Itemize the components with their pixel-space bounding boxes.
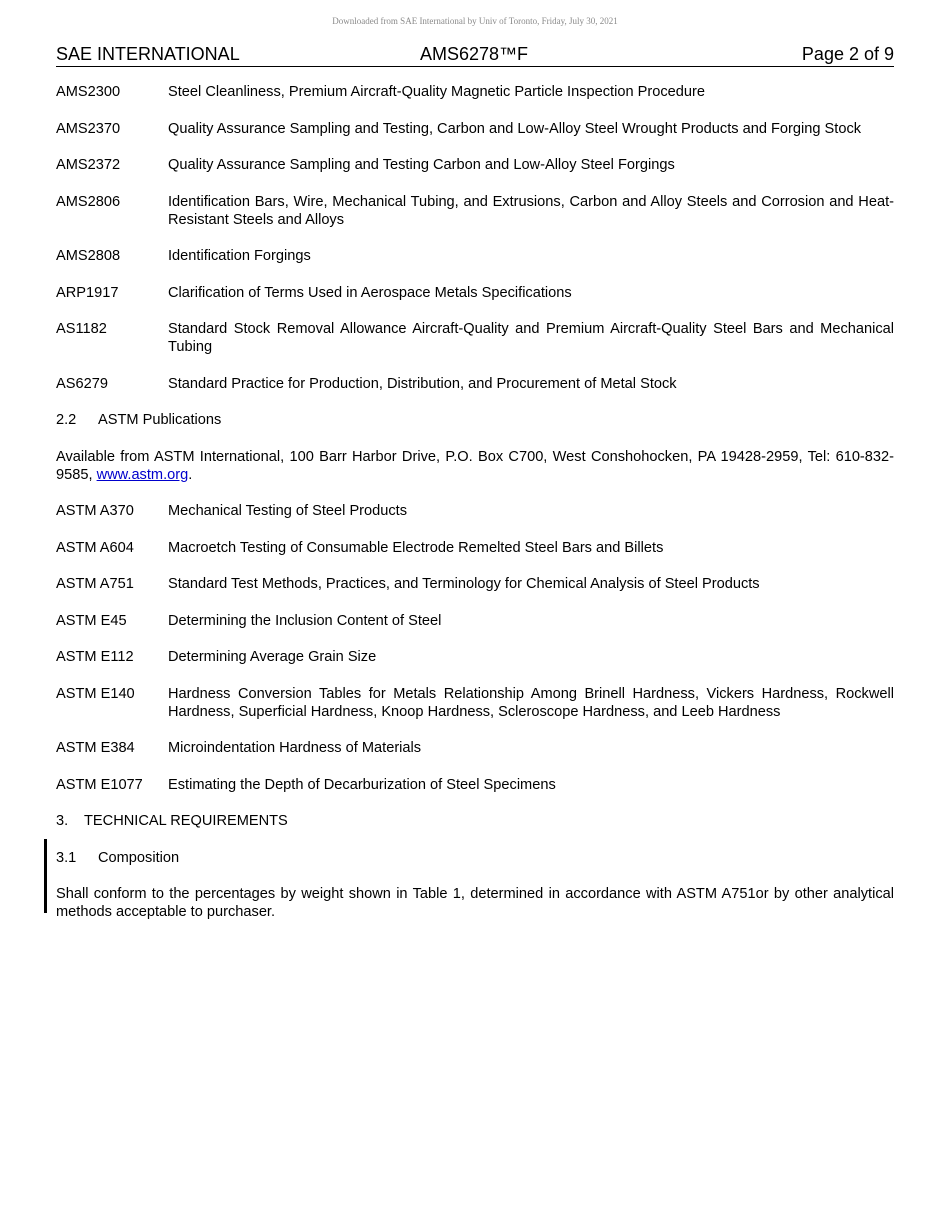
reference-code: ASTM E140 [56,685,135,702]
astm-availability-paragraph [56,448,894,484]
reference-title: Determining the Inclusion Content of Steel [168,612,442,629]
reference-item [56,648,894,666]
section-number: 2.2 [56,412,77,428]
section-title: TECHNICAL REQUIREMENTS [84,813,288,829]
reference-code: ASTM E45 [56,612,127,629]
reference-title: Hardness Conversion Tables for Metals Relationship Among Brinell Hardness, Vickers Hardness, Rockwell Hardness, Superficial Hardness, Knoop Hardness, Scleroscope Hardness, and Leeb Hardness [168,685,894,720]
reference-code: ARP1917 [56,284,119,301]
reference-title: Quality Assurance Sampling and Testing, Carbon and Low-Alloy Steel Wrought Products and Forging Stock [168,120,862,137]
reference-item [56,739,894,757]
availability-text: Available from ASTM International, 100 Barr Harbor Drive, P.O. Box C700, West Conshohocken, PA 19428-2959, Tel: 610-832-9585, [56,448,894,483]
reference-item [56,539,894,557]
revision-change-bar [44,839,47,914]
reference-item [56,247,894,265]
reference-title: Macroetch Testing of Consumable Electrode Remelted Steel Bars and Billets [168,539,664,556]
reference-code: AS6279 [56,375,108,392]
page-content [56,83,894,940]
section-number: 3. [56,813,69,829]
reference-code: ASTM E384 [56,740,135,756]
reference-title: Standard Test Methods, Practices, and Terminology for Chemical Analysis of Steel Products [168,576,760,592]
reference-title: Estimating the Depth of Decarburization of Steel Specimens [168,776,556,793]
header-document-number: AMS6278™F [420,44,529,64]
reference-code: AS1182 [56,321,107,337]
technical-requirements-heading [56,812,894,830]
reference-title: Standard Stock Removal Allowance Aircraft-Quality and Premium Aircraft-Quality Steel Bars and Mechanical Tubing [168,321,894,355]
reference-title: Microindentation Hardness of Materials [168,740,422,756]
reference-item [56,193,894,229]
reference-code: ASTM A370 [56,503,134,519]
page-header [56,44,894,67]
reference-title: Mechanical Testing of Steel Products [168,503,408,519]
reference-item [56,120,894,138]
reference-code: AMS2806 [56,193,121,210]
reference-code: AMS2370 [56,120,121,137]
reference-item [56,156,894,174]
section-title: Composition [98,849,180,866]
astm-section-heading [56,411,894,429]
reference-code: ASTM E112 [56,649,134,665]
composition-paragraph: Shall conform to the percentages by weight shown in Table 1, determined in accordance with ASTM A751or by other analytical methods acceptable to purchaser. [56,886,894,920]
reference-item [56,502,894,520]
reference-item [56,612,894,630]
section-number: 3.1 [56,849,77,866]
reference-title: Quality Assurance Sampling and Testing Carbon and Low-Alloy Steel Forgings [168,157,675,173]
availability-period: . [188,466,193,483]
composition-heading [56,849,894,867]
reference-title: Identification Forgings [168,248,311,264]
reference-title: Clarification of Terms Used in Aerospace Metals Specifications [168,284,572,301]
reference-title: Determining Average Grain Size [168,649,377,665]
reference-code: ASTM A604 [56,539,134,556]
download-watermark: Downloaded from SAE International by Univ of Toronto, Friday, July 30, 2021 [332,16,618,26]
ams-reference-list [56,83,894,393]
reference-title: Steel Cleanliness, Premium Aircraft-Quality Magnetic Particle Inspection Procedure [168,84,705,100]
reference-title: Identification Bars, Wire, Mechanical Tubing, and Extrusions, Carbon and Alloy Steels and Corrosion and Heat-Resistant Steels and Alloys [168,193,894,228]
reference-code: AMS2372 [56,157,121,173]
reference-item [56,685,894,721]
reference-item [56,375,894,393]
reference-code: AMS2300 [56,84,121,100]
reference-code: AMS2808 [56,248,121,264]
astm-website-link[interactable]: www.astm.org [96,466,189,483]
reference-item [56,776,894,794]
header-organization: SAE INTERNATIONAL [56,44,240,64]
header-page-number: Page 2 of 9 [801,44,894,64]
reference-title: Standard Practice for Production, Distribution, and Procurement of Metal Stock [168,375,677,392]
reference-item [56,83,894,101]
astm-reference-list [56,502,894,794]
composition-block [56,849,894,922]
reference-item [56,320,894,356]
reference-code: ASTM A751 [56,576,134,592]
reference-code: ASTM E1077 [56,776,143,793]
reference-item [56,284,894,302]
reference-item [56,575,894,593]
section-title: ASTM Publications [98,412,222,428]
